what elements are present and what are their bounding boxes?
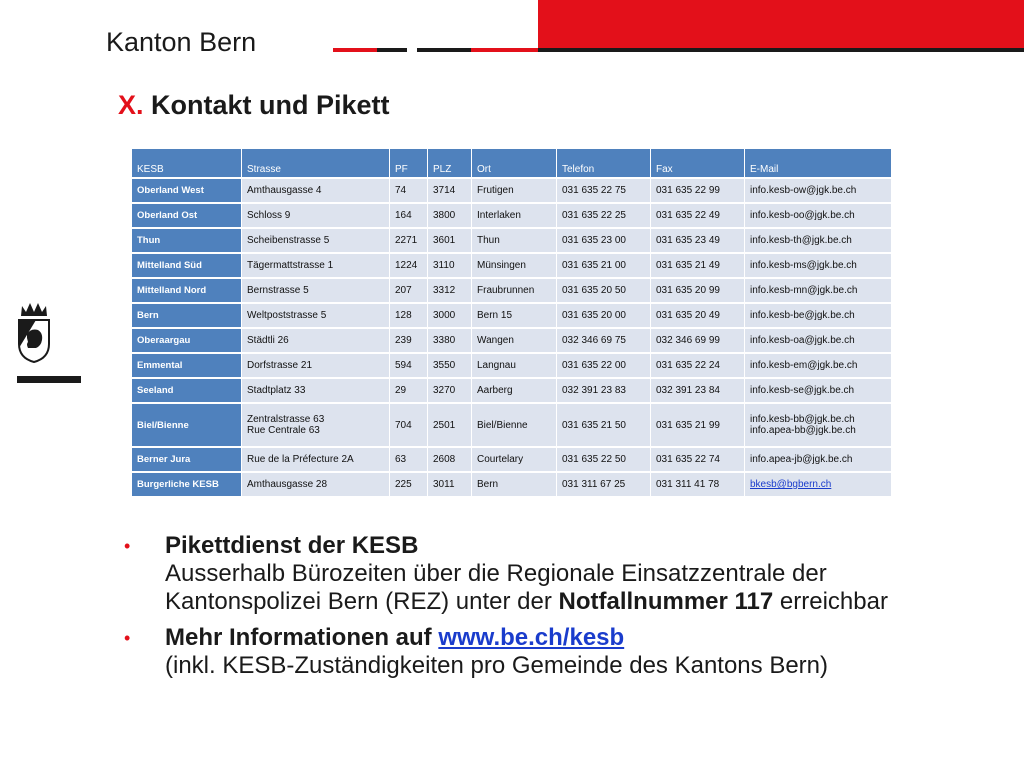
pf-cell: 63 — [390, 447, 428, 472]
pf-cell: 239 — [390, 328, 428, 353]
telefon-cell: 031 311 67 25 — [557, 472, 651, 497]
strasse-cell — [242, 178, 390, 203]
email-cell — [745, 353, 892, 378]
fax-cell: 031 635 23 49 — [651, 228, 745, 253]
email-line: info.kesb-be@jgk.be.ch — [750, 310, 855, 321]
column-header-kesb: KESB — [132, 149, 242, 178]
header-rule-segment — [417, 48, 471, 52]
table-row — [132, 447, 892, 472]
plz-cell: 3110 — [428, 253, 472, 278]
table-row — [132, 353, 892, 378]
bullet-marker: • — [124, 536, 131, 556]
plz-cell: 3800 — [428, 203, 472, 228]
plz-cell: 3011 — [428, 472, 472, 497]
kesb-name-cell: Emmental — [132, 353, 242, 378]
column-header-pf: PF — [390, 149, 428, 178]
canton-title: Kanton Bern — [106, 27, 257, 57]
strasse-line: Zentralstrasse 63 — [247, 414, 325, 425]
telefon-cell: 031 635 21 50 — [557, 403, 651, 447]
strasse-line: Amthausgasse 28 — [247, 479, 328, 490]
plz-cell: 2608 — [428, 447, 472, 472]
header-rule-segment — [333, 48, 377, 52]
email-cell — [745, 278, 892, 303]
email-line: info.apea-bb@jgk.be.ch — [750, 425, 856, 436]
fax-cell: 031 635 20 49 — [651, 303, 745, 328]
info-title — [165, 624, 1004, 652]
plz-cell: 3601 — [428, 228, 472, 253]
strasse-cell — [242, 353, 390, 378]
pf-cell: 164 — [390, 203, 428, 228]
pikett-line-2-prefix: Kantonspolizei Bern (REZ) unter der — [165, 588, 559, 615]
strasse-cell — [242, 203, 390, 228]
email-line: info.kesb-oo@jgk.be.ch — [750, 210, 855, 221]
email-cell — [745, 253, 892, 278]
ort-cell: Bern — [472, 472, 557, 497]
ort-cell: Courtelary — [472, 447, 557, 472]
column-header-fax: Fax — [651, 149, 745, 178]
kesb-name-cell: Bern — [132, 303, 242, 328]
email-cell — [745, 228, 892, 253]
kesb-contact-table — [131, 149, 892, 498]
strasse-line: Rue Centrale 63 — [247, 425, 320, 436]
table-row — [132, 203, 892, 228]
info-bullet — [124, 624, 1004, 680]
telefon-cell: 031 635 22 00 — [557, 353, 651, 378]
strasse-cell — [242, 228, 390, 253]
email-cell — [745, 378, 892, 403]
kesb-name-cell: Thun — [132, 228, 242, 253]
strasse-line: Stadtplatz 33 — [247, 385, 306, 396]
fax-cell: 031 635 21 49 — [651, 253, 745, 278]
strasse-line: Rue de la Préfecture 2A — [247, 454, 354, 465]
header-rule-segment — [377, 48, 407, 52]
fax-cell: 032 346 69 99 — [651, 328, 745, 353]
pf-cell: 594 — [390, 353, 428, 378]
pf-cell: 207 — [390, 278, 428, 303]
table-row — [132, 228, 892, 253]
pikett-bullet — [124, 532, 1004, 616]
strasse-cell — [242, 447, 390, 472]
fax-cell: 031 635 22 49 — [651, 203, 745, 228]
email-line: info.kesb-ms@jgk.be.ch — [750, 260, 857, 271]
pikett-line-1: Ausserhalb Bürozeiten über die Regionale Einsatzzentrale der — [165, 560, 827, 587]
telefon-cell: 032 391 23 83 — [557, 378, 651, 403]
pikett-title: Pikettdienst der KESB — [165, 532, 419, 559]
telefon-cell: 031 635 22 50 — [557, 447, 651, 472]
strasse-line: Tägermattstrasse 1 — [247, 260, 334, 271]
ort-cell: Frutigen — [472, 178, 557, 203]
column-header-ort: Ort — [472, 149, 557, 178]
email-link[interactable]: bkesb@bgbern.ch — [750, 479, 832, 490]
kesb-name-cell: Oberland Ost — [132, 203, 242, 228]
table-row — [132, 303, 892, 328]
pf-cell: 704 — [390, 403, 428, 447]
column-header-email: E-Mail — [745, 149, 892, 178]
email-line: info.kesb-th@jgk.be.ch — [750, 235, 852, 246]
table-row — [132, 178, 892, 203]
strasse-cell — [242, 472, 390, 497]
email-cell — [745, 178, 892, 203]
fax-cell: 032 391 23 84 — [651, 378, 745, 403]
column-header-plz: PLZ — [428, 149, 472, 178]
heading-text: Kontakt und Pikett — [151, 90, 390, 120]
strasse-line: Scheibenstrasse 5 — [247, 235, 330, 246]
info-bullets — [124, 532, 1004, 688]
plz-cell: 3270 — [428, 378, 472, 403]
ort-cell: Biel/Bienne — [472, 403, 557, 447]
telefon-cell: 031 635 22 25 — [557, 203, 651, 228]
fax-cell: 031 635 22 24 — [651, 353, 745, 378]
ort-cell: Wangen — [472, 328, 557, 353]
header-red-block — [538, 0, 1024, 48]
strasse-cell — [242, 253, 390, 278]
info-website-link[interactable]: www.be.ch/kesb — [438, 624, 625, 651]
table-row — [132, 472, 892, 497]
email-line: info.kesb-em@jgk.be.ch — [750, 360, 858, 371]
pf-cell: 74 — [390, 178, 428, 203]
pf-cell: 29 — [390, 378, 428, 403]
email-line: info.apea-jb@jgk.be.ch — [750, 454, 853, 465]
telefon-cell: 031 635 22 75 — [557, 178, 651, 203]
strasse-line: Städtli 26 — [247, 335, 289, 346]
strasse-cell — [242, 328, 390, 353]
kesb-name-cell: Burgerliche KESB — [132, 472, 242, 497]
table-row — [132, 378, 892, 403]
fax-cell: 031 635 20 99 — [651, 278, 745, 303]
strasse-cell — [242, 403, 390, 447]
plz-cell: 3550 — [428, 353, 472, 378]
header-rule-gap — [407, 48, 417, 52]
kesb-name-cell: Biel/Bienne — [132, 403, 242, 447]
email-cell — [745, 303, 892, 328]
column-header-telefon: Telefon — [557, 149, 651, 178]
column-header-strasse: Strasse — [242, 149, 390, 178]
telefon-cell: 031 635 20 50 — [557, 278, 651, 303]
side-rule — [17, 376, 81, 383]
pf-cell: 1224 — [390, 253, 428, 278]
email-line: info.kesb-ow@jgk.be.ch — [750, 185, 857, 196]
header-rule — [538, 48, 1024, 52]
strasse-cell — [242, 303, 390, 328]
plz-cell: 3714 — [428, 178, 472, 203]
strasse-line: Schloss 9 — [247, 210, 291, 221]
plz-cell: 3312 — [428, 278, 472, 303]
table-row — [132, 328, 892, 353]
email-cell — [745, 328, 892, 353]
kesb-name-cell: Mittelland Nord — [132, 278, 242, 303]
email-cell — [745, 203, 892, 228]
strasse-line: Weltpoststrasse 5 — [247, 310, 327, 321]
email-line: info.kesb-bb@jgk.be.ch — [750, 414, 855, 425]
fax-cell: 031 635 21 99 — [651, 403, 745, 447]
info-line-2: (inkl. KESB-Zuständigkeiten pro Gemeinde des Kantons Bern) — [165, 652, 829, 679]
table-row — [132, 278, 892, 303]
slide-heading — [118, 90, 390, 121]
plz-cell: 2501 — [428, 403, 472, 447]
email-line: info.kesb-mn@jgk.be.ch — [750, 285, 858, 296]
email-cell — [745, 403, 892, 447]
email-cell — [745, 447, 892, 472]
table-header-row — [132, 149, 892, 178]
ort-cell: Fraubrunnen — [472, 278, 557, 303]
ort-cell: Thun — [472, 228, 557, 253]
kesb-name-cell: Oberland West — [132, 178, 242, 203]
strasse-line: Amthausgasse 4 — [247, 185, 322, 196]
kesb-name-cell: Berner Jura — [132, 447, 242, 472]
ort-cell: Bern 15 — [472, 303, 557, 328]
strasse-line: Dorfstrasse 21 — [247, 360, 313, 371]
kesb-name-cell: Oberaargau — [132, 328, 242, 353]
email-line: info.kesb-se@jgk.be.ch — [750, 385, 855, 396]
emergency-number: Notfallnummer 117 — [558, 588, 774, 615]
email-line: info.kesb-oa@jgk.be.ch — [750, 335, 855, 346]
telefon-cell: 031 635 23 00 — [557, 228, 651, 253]
pf-cell: 128 — [390, 303, 428, 328]
pikett-line-2-suffix: erreichbar — [773, 588, 888, 615]
ort-cell: Münsingen — [472, 253, 557, 278]
telefon-cell: 031 635 21 00 — [557, 253, 651, 278]
kesb-name-cell: Seeland — [132, 378, 242, 403]
table-row — [132, 403, 892, 447]
fax-cell: 031 311 41 78 — [651, 472, 745, 497]
pf-cell: 2271 — [390, 228, 428, 253]
fax-cell: 031 635 22 74 — [651, 447, 745, 472]
kesb-name-cell: Mittelland Süd — [132, 253, 242, 278]
email-cell — [745, 472, 892, 497]
pikett-line-2 — [165, 588, 1004, 616]
strasse-cell — [242, 278, 390, 303]
ort-cell: Aarberg — [472, 378, 557, 403]
heading-number: X. — [118, 90, 144, 120]
strasse-cell — [242, 378, 390, 403]
plz-cell: 3380 — [428, 328, 472, 353]
header-rule-segment — [471, 48, 538, 52]
pf-cell: 225 — [390, 472, 428, 497]
fax-cell: 031 635 22 99 — [651, 178, 745, 203]
info-title-prefix: Mehr Informationen auf — [165, 624, 439, 651]
strasse-line: Bernstrasse 5 — [247, 285, 309, 296]
table-row — [132, 253, 892, 278]
telefon-cell: 032 346 69 75 — [557, 328, 651, 353]
ort-cell: Langnau — [472, 353, 557, 378]
ort-cell: Interlaken — [472, 203, 557, 228]
bullet-marker: • — [124, 628, 131, 648]
plz-cell: 3000 — [428, 303, 472, 328]
bern-coat-of-arms-icon — [14, 300, 54, 364]
telefon-cell: 031 635 20 00 — [557, 303, 651, 328]
